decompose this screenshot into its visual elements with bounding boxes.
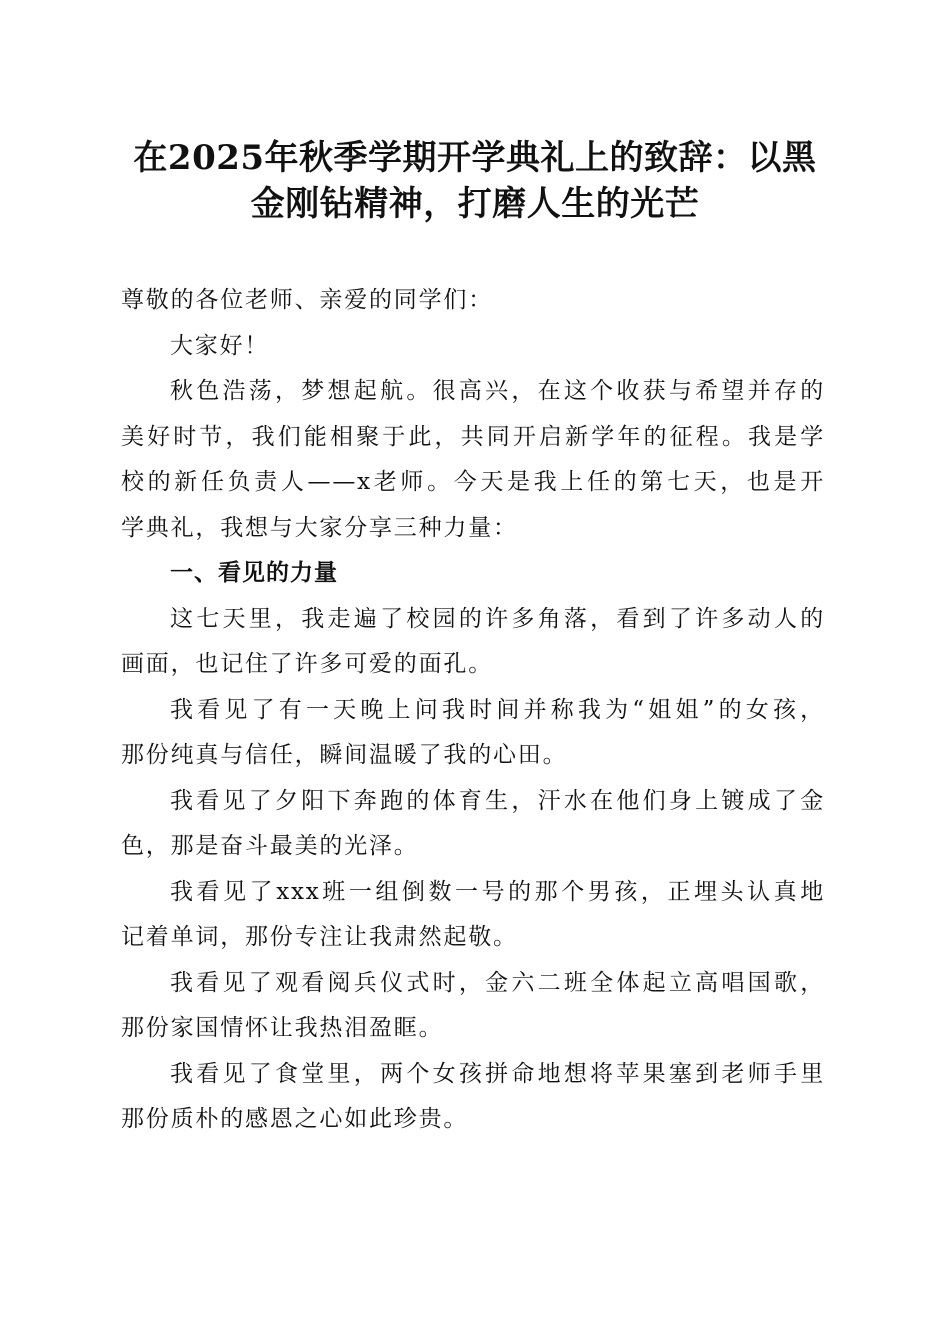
text-line: 记着单词，那份专注让我肃然起敬。: [121, 924, 518, 950]
text-line: 那份质朴的感恩之心如此珍贵。: [121, 1106, 469, 1132]
text-line: 秋色浩荡，梦想起航。很高兴，在这个收获与希望并存的: [170, 378, 825, 404]
paragraph: [121, 961, 825, 1052]
text-line: 这七天里，我走遍了校园的许多角落，看到了许多动人的: [170, 605, 825, 632]
title-line-1: 在2025年秋季学期开学典礼上的致辞：以黑: [133, 138, 817, 178]
text-line: 我看见了食堂里，两个女孩拼命地想将苹果塞到老师手里: [170, 1060, 825, 1087]
text-line: 美好时节，我们能相聚于此，共同开启新学年的征程。我是学: [121, 423, 825, 450]
greeting: 大家好！: [170, 332, 270, 359]
text-line: 那份家国情怀让我热泪盈眶。: [121, 1015, 444, 1041]
text-line: 我看见了有一天晚上问我时间并称我为“姐姐”的女孩，: [170, 696, 825, 723]
paragraph: [121, 870, 825, 961]
text-line: 色，那是奋斗最美的光泽。: [121, 833, 419, 859]
text-line: 画面，也记住了许多可爱的面孔。: [121, 651, 493, 677]
text-line: 我看见了xxx班一组倒数一号的那个男孩，正埋头认真地: [170, 878, 825, 905]
paragraph: [121, 688, 825, 779]
section-heading: 一、看见的力量: [170, 560, 338, 586]
document-title: [110, 135, 840, 227]
salutation: 尊敬的各位老师、亲爱的同学们：: [121, 287, 493, 313]
text-line: 学典礼，我想与大家分享三种力量：: [121, 514, 518, 541]
paragraph: [121, 779, 825, 870]
paragraph: [121, 597, 825, 688]
text-line: 那份纯真与信任，瞬间温暖了我的心田。: [121, 742, 568, 768]
title-line-2: 金刚钻精神，打磨人生的光芒: [250, 184, 700, 224]
text-line: 我看见了夕阳下奔跑的体育生，汗水在他们身上镀成了金: [170, 787, 825, 814]
text-line: 校的新任负责人——x老师。今天是我上任的第七天，也是开: [121, 469, 825, 495]
paragraph: [121, 1052, 825, 1143]
text-line: 我看见了观看阅兵仪式时，金六二班全体起立高唱国歌，: [170, 969, 825, 996]
intro-paragraph: [121, 369, 825, 551]
document-body: [121, 278, 825, 1143]
